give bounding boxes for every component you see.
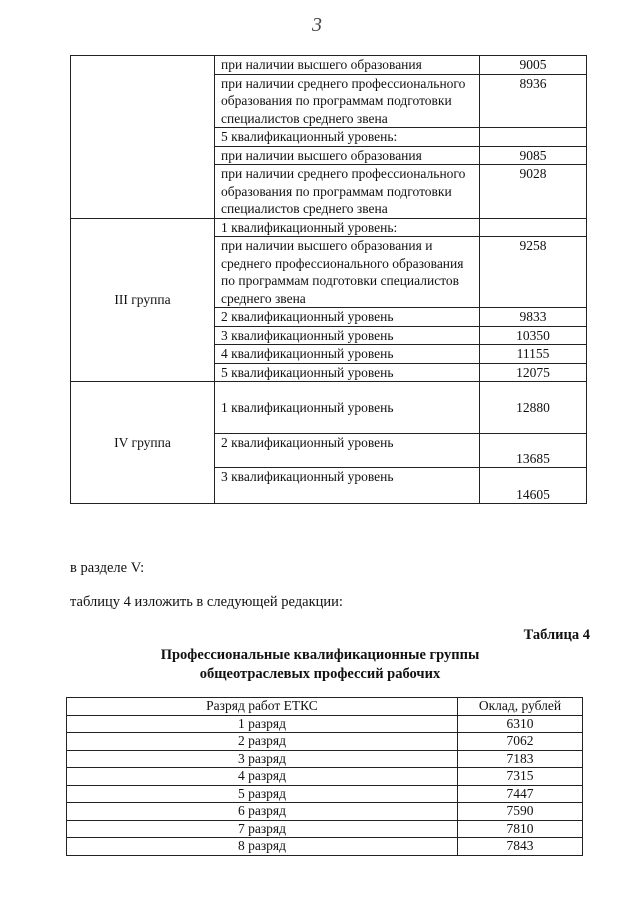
group-label: III группа [71, 218, 215, 382]
table-row [67, 733, 583, 751]
salary-cell: 7590 [458, 803, 583, 821]
row-desc: 5 квалификационный уровень: [215, 128, 480, 147]
row-desc: 4 квалификационный уровень [215, 345, 480, 364]
row-value: 12880 [480, 382, 587, 434]
row-desc: 1 квалификационный уровень [215, 382, 480, 434]
salary-cell: 7810 [458, 820, 583, 838]
table-label: Таблица 4 [523, 627, 590, 643]
table-row [71, 218, 587, 237]
row-value: 9833 [480, 308, 587, 327]
salary-cell: 7843 [458, 838, 583, 856]
table-title-line2: общеотраслевых профессий рабочих [199, 666, 441, 682]
grade-cell: 3 разряд [67, 750, 458, 768]
paragraph-section-v: в разделе V: [70, 560, 145, 576]
group-label: IV группа [71, 382, 215, 504]
salary-cell: 7315 [458, 768, 583, 786]
salary-cell: 7447 [458, 785, 583, 803]
table-title [0, 646, 640, 684]
group-cell-empty [71, 56, 215, 219]
grade-cell: 6 разряд [67, 803, 458, 821]
row-value: 13685 [480, 434, 587, 468]
row-value: 9028 [480, 165, 587, 219]
row-desc: при наличии высшего образования [215, 146, 480, 165]
table-header-row [67, 698, 583, 716]
table-row [67, 715, 583, 733]
table-row [71, 56, 587, 75]
grade-cell: 4 разряд [67, 768, 458, 786]
grade-cell: 5 разряд [67, 785, 458, 803]
row-value: 9258 [480, 237, 587, 308]
row-desc: при наличии среднего профессионального образования по программам подготовки специалистов среднего звена [215, 74, 480, 128]
row-desc: 5 квалификационный уровень [215, 363, 480, 382]
row-desc: 2 квалификационный уровень [215, 434, 480, 468]
grade-cell: 8 разряд [67, 838, 458, 856]
table-row [67, 838, 583, 856]
table-row [67, 750, 583, 768]
row-desc: при наличии высшего образования [215, 56, 480, 75]
row-desc: 3 квалификационный уровень [215, 326, 480, 345]
table-row [71, 382, 587, 434]
row-value: 9085 [480, 146, 587, 165]
table-title-line1: Профессиональные квалификационные группы [160, 647, 480, 663]
grade-cell: 2 разряд [67, 733, 458, 751]
grade-cell: 1 разряд [67, 715, 458, 733]
row-value: 14605 [480, 468, 587, 504]
table-row [67, 768, 583, 786]
row-desc: 1 квалификационный уровень: [215, 218, 480, 237]
row-value: 8936 [480, 74, 587, 128]
row-value [480, 218, 587, 237]
row-value [480, 128, 587, 147]
row-desc: 2 квалификационный уровень [215, 308, 480, 327]
table-row [67, 803, 583, 821]
table-row [67, 785, 583, 803]
row-desc: при наличии высшего образования и среднего профессионального образования по программам подготовки специалистов среднего звена [215, 237, 480, 308]
row-desc: при наличии среднего профессионального образования по программам подготовки специалистов среднего звена [215, 165, 480, 219]
salary-cell: 7062 [458, 733, 583, 751]
row-value: 10350 [480, 326, 587, 345]
row-value: 12075 [480, 363, 587, 382]
paragraph-table-4: таблицу 4 изложить в следующей редакции: [70, 594, 343, 610]
header-grade: Разряд работ ЕТКС [67, 698, 458, 716]
grade-cell: 7 разряд [67, 820, 458, 838]
row-value: 11155 [480, 345, 587, 364]
salary-table-continued [70, 55, 587, 504]
header-salary: Оклад, рублей [458, 698, 583, 716]
row-desc: 3 квалификационный уровень [215, 468, 480, 504]
salary-cell: 6310 [458, 715, 583, 733]
salary-cell: 7183 [458, 750, 583, 768]
table-row [67, 820, 583, 838]
page-number: 3 [312, 14, 322, 36]
workers-salary-table [66, 697, 583, 856]
row-value: 9005 [480, 56, 587, 75]
